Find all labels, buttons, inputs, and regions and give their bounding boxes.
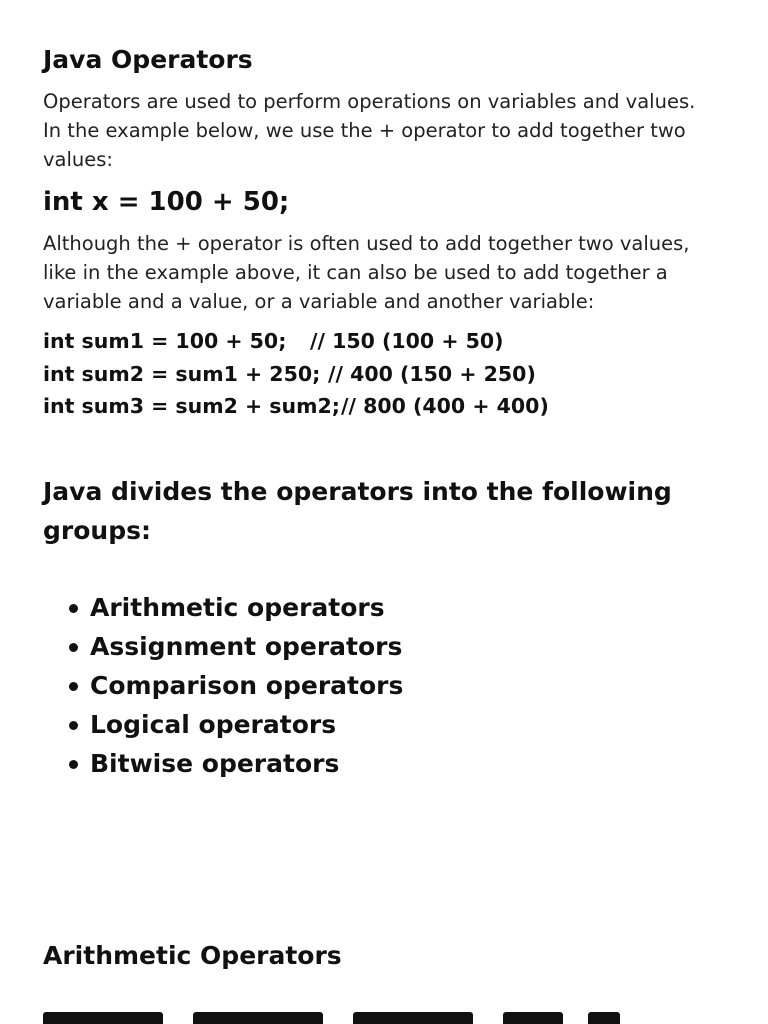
code-statement: int sum3 = sum2 + sum2;: [43, 394, 340, 418]
example-code: int x = 100 + 50;: [43, 187, 290, 217]
list-item: [43, 627, 403, 666]
bullet-icon: [69, 682, 78, 691]
code-comment: // 400 (150 + 250): [328, 361, 536, 386]
cropped-glyphs: [503, 1012, 563, 1024]
code-statement: int sum1 = 100 + 50;: [43, 329, 287, 353]
list-item-label: Comparison operators: [90, 671, 404, 700]
operator-group-list: [43, 588, 403, 783]
list-item: [43, 666, 403, 705]
list-item-label: Assignment operators: [90, 632, 403, 661]
explanation-line: variable and a value, or a variable and another variable:: [43, 290, 595, 313]
list-item: [43, 744, 403, 783]
cropped-glyphs: [588, 1012, 620, 1024]
cropped-glyphs: [353, 1012, 473, 1024]
groups-heading: [43, 472, 672, 550]
cropped-glyphs: [193, 1012, 323, 1024]
intro-line: In the example below, we use the + operator to add together two: [43, 119, 686, 142]
explanation-line: like in the example above, it can also be used to add together a: [43, 261, 668, 284]
cropped-glyphs: [43, 1012, 163, 1024]
groups-heading-line: Java divides the operators into the following: [43, 477, 672, 506]
code-statement: int sum2 = sum1 + 250;: [43, 361, 321, 386]
cropped-heading: [43, 1012, 743, 1024]
bullet-icon: [69, 604, 78, 613]
intro-paragraph: [43, 87, 695, 174]
bullet-icon: [69, 643, 78, 652]
section-title: Arithmetic Operators: [43, 941, 342, 970]
intro-line: values:: [43, 148, 113, 171]
code-comment: // 800 (400 + 400): [341, 394, 549, 418]
code-comment: // 150 (100 + 50): [310, 329, 504, 353]
bullet-icon: [69, 721, 78, 730]
groups-heading-line: groups:: [43, 516, 151, 545]
page-title: Java Operators: [43, 45, 253, 74]
explanation-line: Although the + operator is often used to add together two values,: [43, 232, 690, 255]
list-item: [43, 588, 403, 627]
list-item-label: Logical operators: [90, 710, 337, 739]
intro-line: Operators are used to perform operations on variables and values.: [43, 90, 696, 113]
list-item-label: Bitwise operators: [90, 749, 340, 778]
list-item: [43, 705, 403, 744]
explanation-paragraph: [43, 229, 690, 316]
bullet-icon: [69, 760, 78, 769]
list-item-label: Arithmetic operators: [90, 593, 385, 622]
